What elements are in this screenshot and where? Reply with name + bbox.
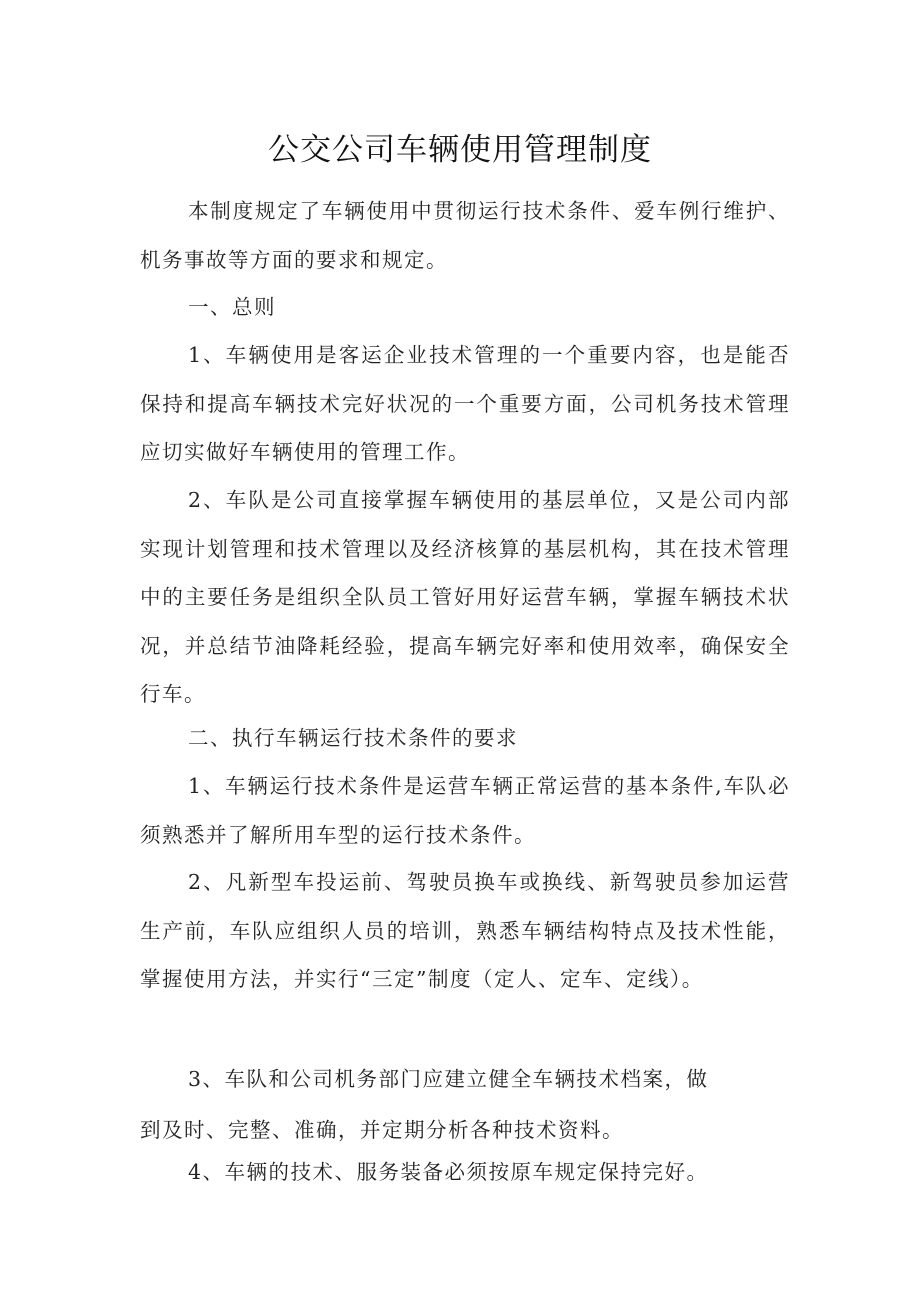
document-title: 公交公司车辆使用管理制度 (268, 132, 652, 168)
requirements-item-2: 2、凡新型车投运前、驾驶员换车或换线、新驾驶员参加运营生产前，车队应组织人员的培训，熟悉车辆结构特点及技术性能，掌握使用方法，并实行“三定”制度（定人、定车、定线）。 (140, 870, 790, 991)
general-item-1: 1、车辆使用是客运企业技术管理的一个重要内容，也是能否保持和提高车辆技术完好状况的一个重要方面，公司机务技术管理应切实做好车辆使用的管理工作。 (140, 343, 790, 464)
section-heading-general: 一、总则 (188, 295, 276, 319)
requirements-item-1: 1、车辆运行技术条件是运营车辆正常运营的基本条件,车队必须熟悉并了解所用车型的运行技术条件。 (140, 774, 790, 847)
requirements-item-3-line-1: 3、车队和公司机务部门应建立健全车辆技术档案，做 (188, 1067, 709, 1091)
general-item-2: 2、车队是公司直接掌握车辆使用的基层单位，又是公司内部实现计划管理和技术管理以及经济核算的基层机构，其在技术管理中的主要任务是组织全队员工管好用好运营车辆，掌握车辆技术状况，并总结节油降耗经验，提高车辆完好率和使用效率，确保安全行车。 (140, 488, 790, 706)
intro-paragraph: 本制度规定了车辆使用中贯彻运行技术条件、爱车例行维护、机务事故等方面的要求和规定。 (140, 199, 790, 272)
requirements-item-3-line-2: 到及时、完整、准确，并定期分析各种技术资料。 (140, 1118, 624, 1142)
section-heading-requirements: 二、执行车辆运行技术条件的要求 (188, 726, 518, 750)
requirements-item-4: 4、车辆的技术、服务装备必须按原车规定保持完好。 (188, 1160, 709, 1184)
